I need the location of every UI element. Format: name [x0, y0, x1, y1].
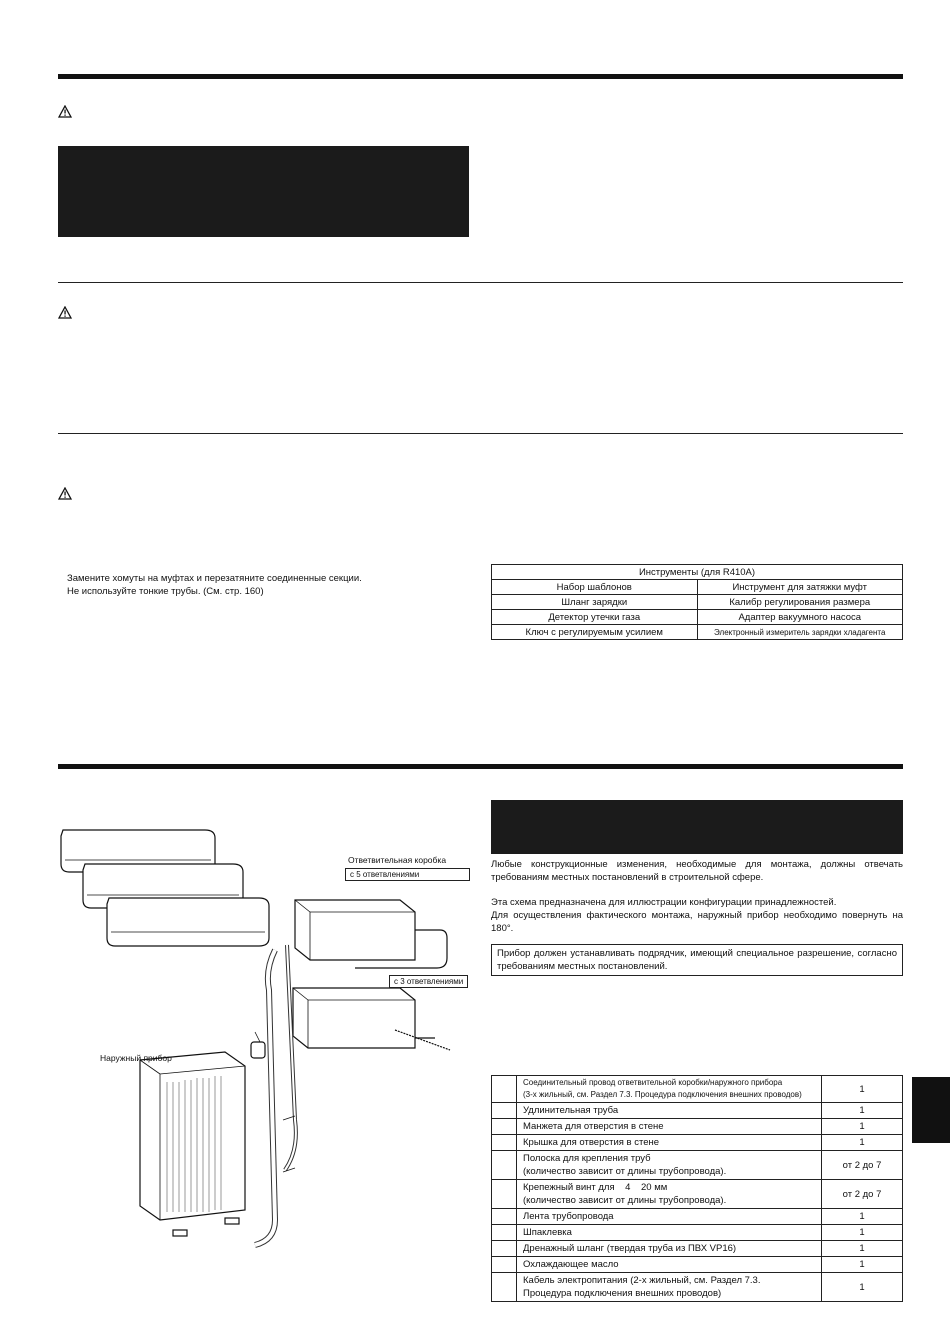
table-row: [492, 1225, 903, 1241]
note-line: Не используйте тонкие трубы. (См. стр. 160): [67, 585, 264, 597]
table-cell: Шланг зарядки: [492, 595, 698, 610]
acc-qty: 1: [822, 1257, 903, 1273]
branch5-label: с 5 ответвлениями: [345, 868, 470, 881]
table-row: [492, 1180, 903, 1209]
acc-sub: (количество зависит от длины трубопровода).: [523, 1166, 727, 1177]
branch-box-label: Ответвительная коробка: [348, 855, 447, 865]
acc-name: Крышка для отверстия в стене: [517, 1135, 822, 1151]
branch3-label: с 3 ответвлениями: [389, 975, 468, 988]
table-row: [492, 580, 903, 595]
acc-name: Манжета для отверстия в стене: [517, 1119, 822, 1135]
warning-icon: [58, 306, 72, 319]
acc-qty: от 2 до 7: [822, 1180, 903, 1209]
table-cell: Адаптер вакуумного насоса: [697, 610, 903, 625]
install-paragraph-2b: Для осуществления фактического монтажа, наружный прибор необходимо повернуть на 180°.: [491, 910, 903, 934]
acc-qty: 1: [822, 1241, 903, 1257]
table-row: [492, 1241, 903, 1257]
section-rule-1: [58, 282, 903, 283]
side-tab: [912, 1077, 950, 1143]
table-row: [492, 625, 903, 640]
redacted-block-1: [58, 146, 469, 237]
acc-name: Крепежный винт для 4 20 мм: [523, 1182, 668, 1193]
notes: [67, 573, 362, 598]
table-cell: Электронный измеритель зарядки хладагента: [697, 625, 903, 640]
acc-name: Полоска для крепления труб: [523, 1153, 651, 1164]
section-rule-2: [58, 433, 903, 434]
accessories-table: [491, 1075, 903, 1302]
acc-name: Соединительный провод ответвительной коробки/наружного прибора: [523, 1078, 783, 1087]
table-cell: Калибр регулирования размера: [697, 595, 903, 610]
note-line: Замените хомуты на муфтах и перезатяните соединенные секции.: [67, 573, 362, 584]
outdoor-unit-label: Наружный прибор: [100, 1053, 172, 1063]
contractor-notice: Прибор должен устанавливать подрядчик, имеющий специальное разрешение, согласно требованиям местных постановлений.: [491, 944, 903, 976]
acc-name: Лента трубопровода: [517, 1209, 822, 1225]
acc-sub: (3-х жильный, см. Раздел 7.3. Процедура подключения внешних проводов): [523, 1090, 802, 1099]
acc-qty: 1: [822, 1135, 903, 1151]
table-row: [492, 1135, 903, 1151]
table-cell: Набор шаблонов: [492, 580, 698, 595]
warning-icon: [58, 487, 72, 500]
installation-diagram: [55, 820, 475, 1260]
acc-qty: 1: [822, 1103, 903, 1119]
acc-qty: 1: [822, 1119, 903, 1135]
table-cell: Инструмент для затяжки муфт: [697, 580, 903, 595]
install-paragraph-1: Любые конструкционные изменения, необходимые для монтажа, должны отвечать требованиям местных постановлений в строительной сфере.: [491, 859, 903, 883]
table-row: [492, 1119, 903, 1135]
top-rule: [58, 74, 903, 79]
acc-qty: от 2 до 7: [822, 1151, 903, 1180]
redacted-block-2: [491, 800, 903, 854]
table-cell: Ключ с регулируемым усилием: [492, 625, 698, 640]
table-row: [492, 595, 903, 610]
acc-name: Дренажный шланг (твердая труба из ПВХ VP16): [517, 1241, 822, 1257]
table-row: [492, 1076, 903, 1103]
table-row: [492, 1209, 903, 1225]
acc-name: Удлинительная труба: [517, 1103, 822, 1119]
table-row: [492, 1103, 903, 1119]
acc-sub: (количество зависит от длины трубопровода).: [523, 1195, 727, 1206]
acc-name: Охлаждающее масло: [517, 1257, 822, 1273]
tools-header: Инструменты (для R410A): [492, 565, 903, 580]
acc-qty: 1: [822, 1273, 903, 1302]
acc-name: Шпаклевка: [517, 1225, 822, 1241]
table-row: [492, 610, 903, 625]
tools-table: [491, 564, 903, 640]
table-row: [492, 1151, 903, 1180]
warning-icon: [58, 105, 72, 118]
section-rule-thick: [58, 764, 903, 769]
acc-name: Кабель электропитания (2-х жильный, см. Раздел 7.3.: [523, 1275, 761, 1286]
acc-qty: 1: [822, 1209, 903, 1225]
acc-qty: 1: [822, 1225, 903, 1241]
acc-sub: Процедура подключения внешних проводов): [523, 1288, 722, 1299]
install-paragraph-2a: Эта схема предназначена для иллюстрации конфигурации принадлежностей.: [491, 897, 837, 908]
table-row: [492, 1257, 903, 1273]
acc-qty: 1: [822, 1076, 903, 1103]
table-cell: Детектор утечки газа: [492, 610, 698, 625]
table-row: [492, 1273, 903, 1302]
